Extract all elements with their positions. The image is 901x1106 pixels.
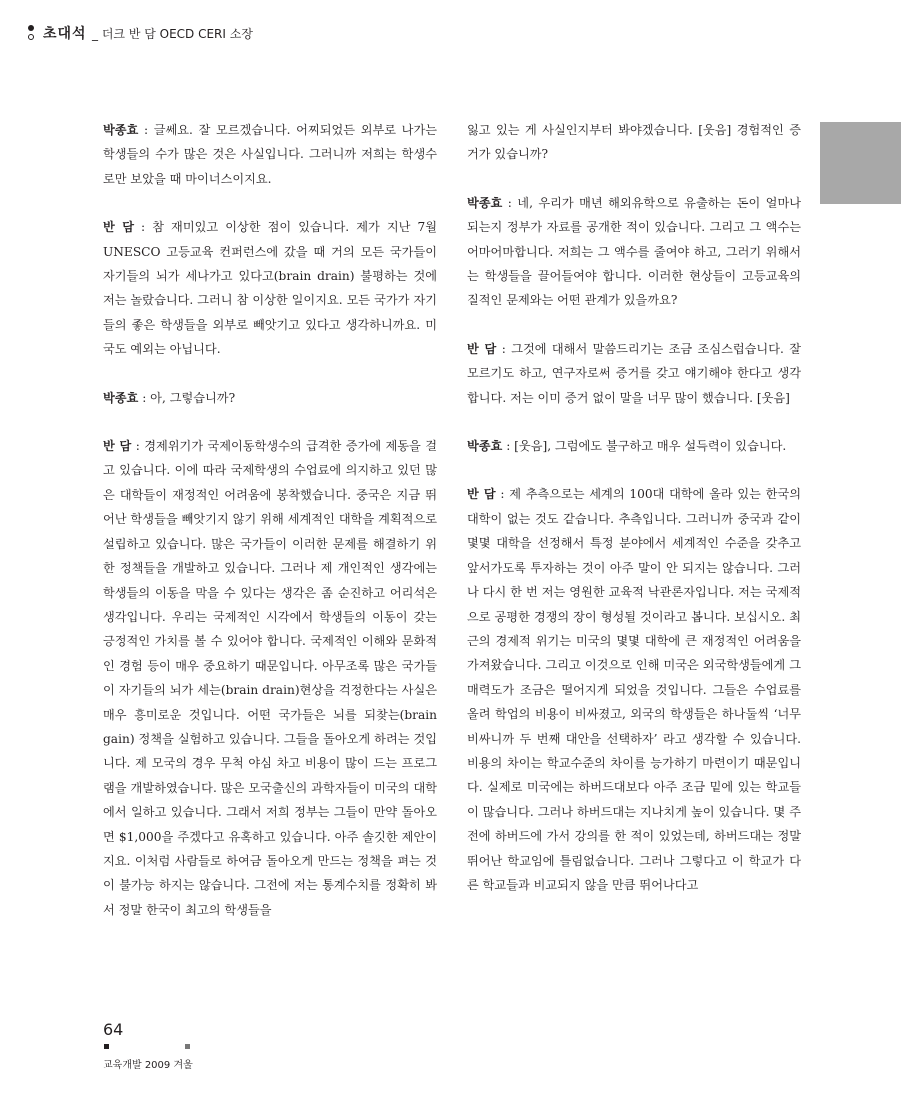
paragraph	[103, 118, 437, 191]
paragraph-text: : 경제위기가 국제이동학생수의 급격한 증가에 제동을 걸고 있습니다. 이에 따라 국제학생의 수업료에 의지하고 있던 많은 대학들이 재정적인 어려움에 봉착했습니다. 중국은 지금 뛰어난 학생들을 빼앗기지 않기 위해 세계적인 대학을 계획적으로 설립하고 있습니다. 많은 국가들이 이러한 문제를 해결하기 위한 정책들을 개발하고 있습니다. 그러나 제 개인적인 생각에는 학생들의 이동을 막을 수 있다는 생각은 좀 순진하고 어리석은 생각입니다. 우리는 국제적인 시각에서 학생들의 이동이 갖는 긍정적인 가치를 볼 수 있어야 합니다. 국제적인 이해와 문화적인 경험 등이 매우 중요하기 때문입니다. 아무조록 많은 국가들이 자기들의 뇌가 세는(brain drain)현상을 걱정한다는 사실은 매우 흥미로운 것입니다. 어떤 국가들은 뇌를 되찾는(brain gain) 정책을 실험하고 있습니다. 그들을 돌아오게 하려는 것입니다. 제 모국의 경우 무척 야심 차고 비용이 많이 드는 프로그램을 개발하였습니다. 많은 모국출신의 과학자들이 미국의 대학에서 일하고 있습니다. 그래서 저희 정부는 그들이 만약 돌아오면 $1,000을 주겠다고 유혹하고 있습니다. 아주 솔깃한 제안이지요. 이처럼 사람들로 하여금 돌아오게 만드는 정책을 펴는 것이 불가능 하지는 않습니다. 그전에 저는 통계수치를 정확히 봐서 정말 한국이 최고의 학생들을	[103, 439, 437, 917]
paragraph	[103, 434, 437, 922]
publication-issue: 교육개발 2009 겨울	[103, 1060, 193, 1071]
speaker-label: 박종효	[103, 390, 139, 405]
paragraph-text: : 그것에 대해서 말씀드리기는 조금 조심스럽습니다. 잘 모르기도 하고, 연구자로써 증거를 갖고 얘기해야 한다고 생각합니다. 저는 이미 증거 없이 말을 너무 많이 했습니다. [웃음]	[467, 341, 802, 405]
paragraph-text: 잃고 있는 게 사실인지부터 봐야겠습니다. [웃음] 경험적인 증거가 있습니까?	[467, 123, 801, 162]
paragraph	[467, 118, 801, 167]
speaker-label: 박종효	[103, 123, 139, 137]
paragraph-text: : [웃음], 그럼에도 불구하고 매우 설득력이 있습니다.	[502, 439, 787, 454]
paragraph	[467, 191, 801, 313]
section-tab-marker	[820, 122, 901, 204]
paragraph	[467, 482, 801, 897]
paragraph-text: : 글쎄요. 잘 모르겠습니다. 어찌되었든 외부로 나가는 학생들의 수가 많은 것은 사실입니다. 그러니까 저희는 학생수로만 보았을 때 마이너스이지요.	[103, 123, 437, 186]
footer-square-icon	[185, 1044, 190, 1049]
paragraph	[103, 386, 437, 410]
left-column	[103, 118, 437, 946]
header-name: 초대석	[43, 26, 87, 42]
footer-square-icon	[104, 1044, 109, 1049]
paragraph-text: : 제 추측으로는 세계의 100대 대학에 올라 있는 한국의 대학이 없는 것도 같습니다. 추측입니다. 그러니까 중국과 같이 몇몇 대학을 선정해서 특정 분야에서 세계적인 수준을 갖추고 앞서가도록 투자하는 것이 아주 말이 안 되지는 않습니다. 그러나 다시 한 번 저는 영원한 교육적 낙관론자입니다. 저는 국제적으로 공평한 경쟁의 장이 형성될 것이라고 봅니다. 보십시오. 최근의 경제적 위기는 미국의 몇몇 대학에 큰 재정적인 어려움을 가져왔습니다. 그리고 이것으로 인해 미국은 외국학생들에게 그 매력도가 조금은 떨어지게 되었을 것입니다. 그들은 수업료를 올려 학업의 비용이 비싸졌고, 외국의 학생들은 하나둘씩 ‘너무 비싸니까 두 번째 대안을 선택하자’ 라고 생각할 수 있습니다. 비용의 차이는 학교수준의 차이를 능가하기 마련이기 때문입니다. 실제로 미국에는 하버드대보다 아주 조금 밑에 있는 학교들이 많습니다. 그러나 하버드대는 지나치게 높이 있습니다. 몇 주 전에 하버드에 가서 강의를 한 적이 있었는데, 하버드대는 정말 뛰어난 학교임에 틀림없습니다. 그러나 그렇다고 이 학교가 다른 학교들과 비교되지 않을 만큼 뛰어나다고	[467, 487, 801, 892]
paragraph	[467, 434, 801, 458]
speaker-label: 반 담	[467, 341, 497, 356]
paragraph	[467, 337, 801, 410]
paragraph-text: : 아, 그렇습니까?	[138, 390, 236, 405]
speaker-label: 박종효	[467, 195, 503, 210]
header-subtitle: _ 더크 반 담 OECD CERI 소장	[92, 27, 253, 41]
speaker-label: 반 담	[103, 220, 134, 235]
header-bullet-icon	[27, 22, 35, 44]
speaker-label: 반 담	[103, 439, 132, 454]
speaker-label: 박종효	[467, 439, 503, 454]
paragraph-text: : 네, 우리가 매년 해외유학으로 유출하는 돈이 얼마나 되는지 정부가 자료를 공개한 적이 있습니다. 그리고 그 액수는 어마어마합니다. 저희는 그 액수를 줄여야 하고, 그러기 위해서는 학생들을 끌어들여야 합니다. 이러한 현상들이 고등교육의 질적인 문제와는 어떤 관계가 있을까요?	[467, 195, 801, 308]
page-number: 64	[103, 1020, 124, 1039]
speaker-label: 반 담	[467, 487, 496, 502]
right-column	[467, 118, 801, 921]
paragraph-text: : 참 재미있고 이상한 점이 있습니다. 제가 지난 7월 UNESCO 고등교육 컨퍼런스에 갔을 때 거의 모든 국가들이 자기들의 뇌가 세나가고 있다고(brain drain) 불평하는 것에 저는 놀랐습니다. 그러니 참 이상한 일이지요. 모든 국가가 자기들의 좋은 학생들을 외부로 빼앗기고 있다고 생각하니까요. 미국도 예외는 아닙니다.	[103, 220, 437, 357]
paragraph	[103, 215, 437, 361]
